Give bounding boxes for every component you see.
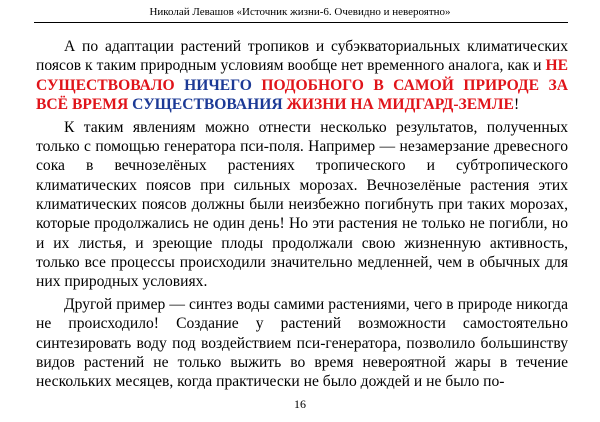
paragraph-3: [36, 295, 568, 391]
running-header: Николай Левашов «Источник жизни-6. Очевидно и невероятно»: [149, 6, 451, 18]
emphasis-red: ПОДОБНОГО В САМОЙ ПРИРОДЕ ЗА ВСЁ ВРЕМЯ: [36, 76, 568, 113]
body-text: [36, 37, 568, 392]
paragraph-text: К таким явлениям можно отнести несколько результатов, полученных только с помощью генератора пси-поля. Например — незамерзание древесного сока в вечнозелёных растениях тропического и субтропического климатических поясов при сильных морозах. Вечнозелёные растения этих климатических поясов должны были неизбежно погибнуть при таких морозах, которые продолжались не один день! Но эти растения не только не погибли, но и их листья, и зреющие плоды продолжали свою жизненную активность, только все процессы происходили значительно медленней, чем в обычных для них природных условиях.: [36, 118, 568, 291]
header-rule: [34, 22, 568, 23]
paragraph-text: Другой пример — синтез воды самими растениями, чего в природе никогда не происходило! Создание у растений возможности самостоятельно синтезировать воду под воздействием пси-генератора, позволило большинству видов растений не только выжить во время невероятной жары в течение нескольких месяцев, когда практически не было дождей и не было по-: [36, 296, 568, 391]
emphasis-red: ЖИЗНИ НА МИДГАРД-ЗЕМЛЕ: [282, 95, 514, 113]
paragraph-2: [36, 118, 568, 292]
emphasis-red: НЕ СУЩЕСТВОВАЛО: [36, 57, 568, 94]
emphasis-blue: СУЩЕСТВОВАНИЯ: [132, 95, 283, 113]
paragraph-1: [36, 37, 568, 114]
paragraph-text: !: [513, 95, 520, 113]
paragraph-text: А по адаптации растений тропиков и субэкваториальных климатических поясов к таким природным условиям вообще нет временного аналога, как и: [36, 38, 568, 75]
page-number: 16: [294, 397, 306, 411]
emphasis-blue: НИЧЕГО: [184, 76, 252, 94]
